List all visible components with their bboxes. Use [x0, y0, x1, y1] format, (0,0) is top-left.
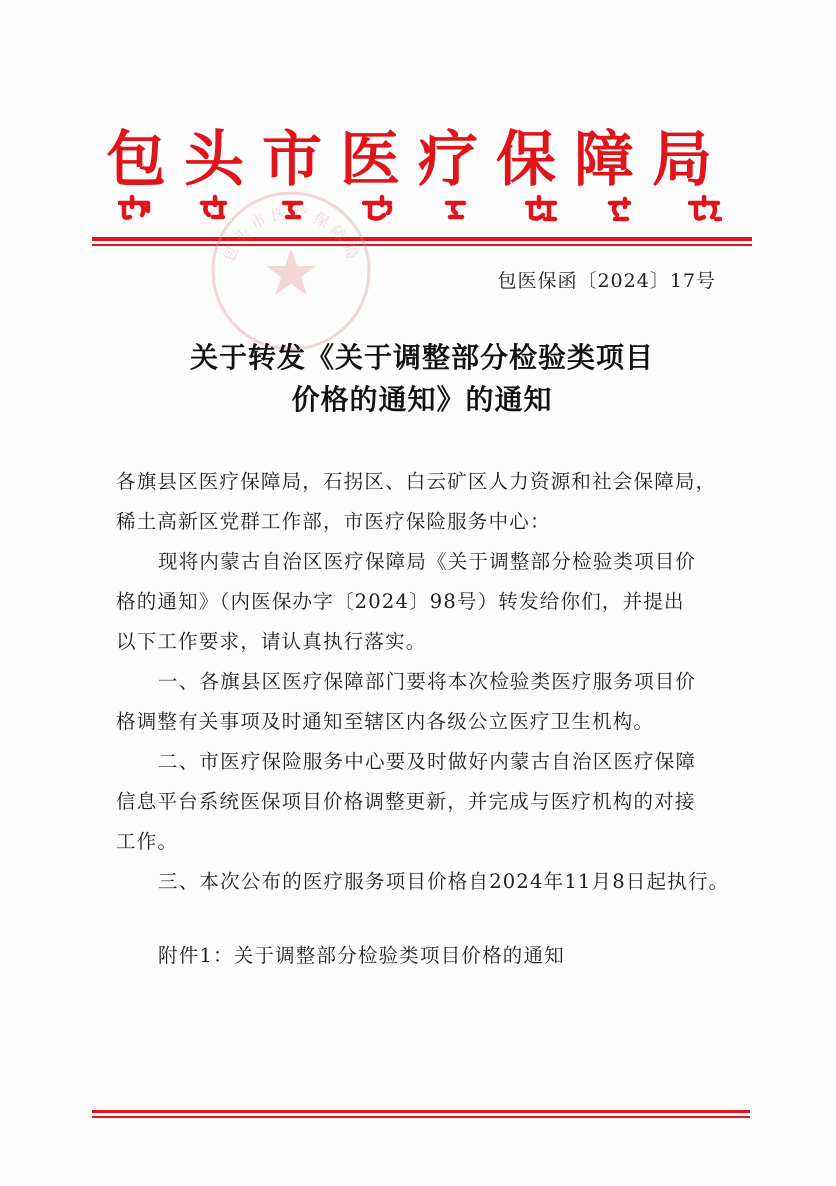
body-line-intro-1: 现将内蒙古自治区医疗保障局《关于调整部分检验类项目价 [158, 550, 697, 573]
body-line-intro-2: 格的通知》（内医保办字〔2024〕98号）转发给你们，并提出 [116, 590, 685, 613]
letterhead-rule-thin [92, 244, 752, 246]
attachment-line: 附件1：关于调整部分检验类项目价格的通知 [158, 944, 565, 967]
letterhead-rule-thick [92, 237, 752, 241]
footer-rule-thin [92, 1116, 750, 1118]
mongolian-word-7 [607, 193, 637, 223]
body-line-item1-1: 一、各旗县区医疗保障部门要将本次检验类医疗服务项目价 [158, 670, 697, 693]
document-number: 包医保函〔2024〕17号 [497, 270, 716, 292]
body-line-item2-1: 二、市医疗保险服务中心要及时做好内蒙古自治区医疗保障 [158, 750, 697, 773]
mongolian-word-8 [688, 193, 718, 223]
svg-text:包头市医疗保障局: 包头市医疗保障局 [219, 203, 364, 267]
body-line-addressee-1: 各旗县区医疗保障局，石拐区、白云矿区人力资源和社会保障局， [116, 470, 717, 493]
body-line-item3: 三、本次公布的医疗服务项目价格自2024年11月8日起执行。 [158, 870, 730, 893]
body-line-intro-3: 以下工作要求，请认真执行落实。 [116, 630, 427, 653]
mongolian-word-5 [444, 193, 474, 223]
body-line-item2-3: 工作。 [116, 830, 179, 853]
body-line-item1-2: 格调整有关事项及时通知至辖区内各级公立医疗卫生机构。 [116, 710, 655, 733]
footer-rule-thick [92, 1110, 750, 1113]
mongolian-word-1 [118, 193, 148, 223]
body-line-addressee-2: 稀土高新区党群工作部，市医疗保险服务中心： [116, 510, 551, 533]
body-line-item2-2: 信息平台系统医保项目价格调整更新，并完成与医疗机构的对接 [116, 790, 696, 813]
mongolian-word-6 [525, 193, 555, 223]
document-title-line-2: 价格的通知》的通知 [291, 383, 553, 416]
document-title-line-1: 关于转发《关于调整部分检验类项目 [189, 341, 654, 374]
official-seal-stamp [206, 186, 376, 356]
org-name-heading: 包头市医疗保障局 [106, 125, 730, 195]
